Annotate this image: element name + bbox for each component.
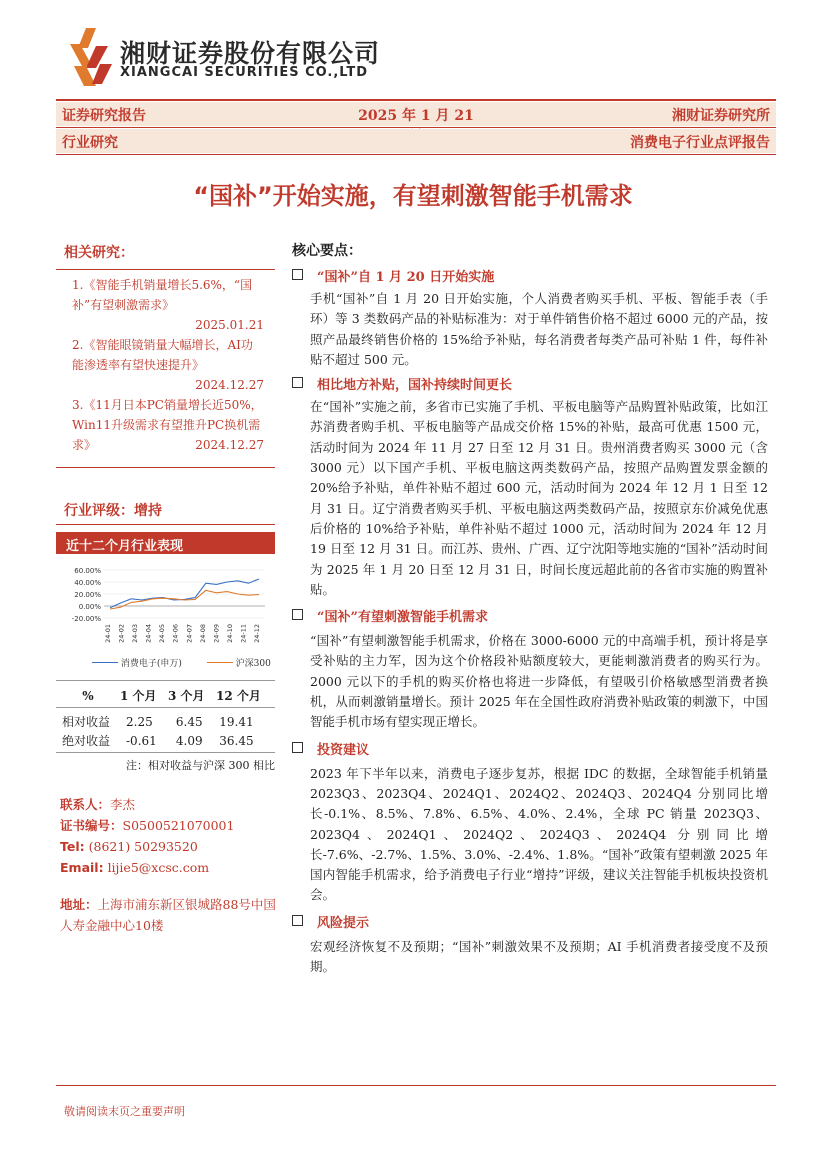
report-date: 2025 年 1 月 21 <box>358 108 474 124</box>
address: 上海市浦东新区银城路88号中国人寿金融中心10楼 <box>60 897 276 933</box>
checkbox-icon <box>292 742 303 753</box>
related-item[interactable]: 1.《智能手机销量增长5.6%，“国补”有望刺激需求》 2025.01.21 <box>72 278 264 332</box>
tel: (8621) 50293520 <box>88 839 198 854</box>
related-item[interactable]: 3.《11月日本PC销量增长近50%，Win11升级需求有望推升PC换机需求》 2024.12.27 <box>72 398 264 452</box>
report-type: 证券研究报告 <box>62 108 146 124</box>
section-5 <box>292 912 768 978</box>
section-body: 2023 年下半年以来，消费电子逐步复苏，根据 IDC 的数据，全球智能手机销量 2023Q3、2023Q4、2024Q1、2024Q2、2024Q3、2024Q4 分别同比增长-0.1%、8.5%、7.8%、6.5%、4.0%、2.4%，全球 PC 销量 2023Q3、2023Q4、2024Q1、2024Q2、2024Q3、2024Q4 分别同比增长-7.6%、-2.7%、1.5%、3.0%、-2.4%、1.8%。“国补”政策有望刺激 2025 年国内智能手机需求，给予消费电子行业“增持”评级，建议关注智能手机板块投资机会。 <box>310 765 768 903</box>
returns-table-body <box>56 712 275 750</box>
page-title: “国补”开始实施，有望刺激智能手机需求 <box>193 182 633 210</box>
x-tick-label: 24-03 <box>131 624 140 643</box>
related-heading: 相关研究： <box>64 245 134 261</box>
x-tick-label: 24-10 <box>225 624 234 643</box>
x-tick-label: 24-09 <box>212 624 221 643</box>
y-tick-label: 20.00% <box>74 591 101 599</box>
legend-swatch-b <box>207 662 233 663</box>
table-row: 相对收益 2.25 6.45 19.41 <box>62 714 254 729</box>
header-divider <box>56 127 776 128</box>
section-1 <box>292 266 768 370</box>
table-row: 绝对收益 -0.61 4.09 36.45 <box>62 733 254 748</box>
checkbox-icon <box>292 269 303 280</box>
x-tick-label: 24-02 <box>117 624 126 643</box>
checkbox-icon <box>292 915 303 926</box>
x-tick-label: 24-07 <box>185 624 194 643</box>
email-link[interactable]: lijie5@xcsc.com <box>107 860 210 875</box>
section-body: 在“国补”实施之前，多省市已实施了手机、平板电脑等产品购置补贴政策，比如江苏消费者购手机、平板电脑等产品成交价格 15%的补贴，最高可优惠 1500 元，活动时间为 2024 年 11 月 27 日至 12 月 31 日。贵州消费者购买 3000 元（含 3000 元）以下国产手机、平板电脑这两类数码产品，按照产品购置发票金额的 20%给予补贴，单件补贴不超过 600 元，活动时间为 2024 年 12 月 1 日至 12 月 31 日。辽宁消费者购买手机、平板电脑这两类数码产品，按照京东价减免优惠后价格的 10%给予补贴，单件补贴不超过 1000 元，活动时间为 2024 年 12 月 19 日至 12 月 31 日。而江苏、贵州、广西、辽宁沈阳等地实施的“国补”活动时间为 2025 年 1 月 20 日至 12 月 31 日，时间长度远超此前的各省市实施的购置补贴。 <box>310 399 768 597</box>
header-divider-2 <box>56 154 776 155</box>
section-title: 风险提示 <box>317 915 370 931</box>
section-body: “国补”有望刺激智能手机需求，价格在 3000-6000 元的中高端手机，预计将是享受补贴的主力军，因为这个价格段补贴额度较大，更能刺激消费者的购买行为。2000 元以下的手机的购买价格也将进一步降低，有望吸引价格敏感型消费者换机，从而刺激销量增长。预计 2025 年在全国性政府消费补贴政策的刺激下，中国智能手机市场有望实现正增长。 <box>310 633 768 730</box>
perf-heading: 近十二个月行业表现 <box>66 539 184 554</box>
institute: 湘财证券研究所 <box>672 108 770 124</box>
returns-table <box>56 686 275 705</box>
table-header-row: % 1 个月 3 个月 12 个月 <box>82 688 261 703</box>
returns-table-wrap <box>56 686 275 773</box>
footer-rule <box>56 1085 776 1086</box>
related-list <box>72 275 264 455</box>
company-name-cn: 湘财证券股份有限公司 <box>120 39 381 68</box>
chart-bottom-rule <box>56 680 275 681</box>
company-logo-icon <box>66 26 116 88</box>
x-tick-label: 24-05 <box>158 624 167 643</box>
cert-number: S0500521070001 <box>122 818 235 833</box>
related-item[interactable]: 2.《智能眼镜销量大幅增长，AI功能渗透率有望快速提升》 2024.12.27 <box>72 338 264 392</box>
company-name-en: XIANGCAI SECURITIES CO.,LTD <box>120 65 369 80</box>
x-tick-label: 24-04 <box>144 624 153 643</box>
footer-disclaimer[interactable]: 敬请阅读末页之重要声明 <box>64 1105 185 1118</box>
header-bar-2 <box>56 129 776 153</box>
rating-rule <box>56 524 275 525</box>
section-body: 手机“国补”自 1 月 20 日开始实施，个人消费者购买手机、平板、智能手表（手环）等 3 类数码产品的补贴标准为：对于单件销售价格不超过 6000 元的产品，按照产品最终销售价格的 15%给予补贴，每名消费者每类产品可补贴 1 件，每件补贴不超过 500 元。 <box>310 291 768 367</box>
y-tick-label: 40.00% <box>74 579 101 587</box>
y-tick-label: -20.00% <box>71 615 101 623</box>
x-tick-label: 24-06 <box>171 624 180 643</box>
section-3 <box>292 606 768 732</box>
main-heading: 核心要点： <box>292 243 362 259</box>
x-tick-label: 24-11 <box>239 624 248 643</box>
x-tick-label: 24-12 <box>253 624 261 643</box>
section-2 <box>292 374 768 600</box>
legend-swatch-a <box>92 662 118 663</box>
section-4 <box>292 739 768 906</box>
section-title: 相比地方补贴，国补持续时间更长 <box>317 378 513 394</box>
perf-heading-bar <box>56 532 275 554</box>
section-title: “国补”自 1 月 20 日开始实施 <box>317 270 495 285</box>
section-title: 投资建议 <box>317 742 370 758</box>
x-tick-label: 24-01 <box>104 624 112 643</box>
y-tick-label: 0.00% <box>78 603 101 611</box>
x-tick-label: 24-08 <box>198 624 207 643</box>
checkbox-icon <box>292 377 303 388</box>
related-end-rule <box>56 467 275 468</box>
section-body: 宏观经济恢复不及预期；“国补”刺激效果不及预期；AI 手机消费者接受度不及预期。 <box>310 938 768 975</box>
chart-legend <box>92 656 271 669</box>
y-tick-label: 60.00% <box>74 567 101 575</box>
legend-label-a: 消费电子(申万) <box>120 659 182 669</box>
report-category: 行业研究 <box>62 135 118 151</box>
contact-block: 联系人：李杰 证书编号：S0500521070001 Tel: (8621) 50293520 Email: lijie5@xcsc.com 地址：上海市浦东新区银城路88号中国人寿金融中心10楼 <box>60 797 276 933</box>
table-note: 注：相对收益与沪深 300 相比 <box>126 759 275 772</box>
analyst-name: 李杰 <box>110 797 136 812</box>
header-bar-1 <box>56 102 776 126</box>
industry-rating: 行业评级：增持 <box>64 503 162 519</box>
legend-label-b: 沪深300 <box>235 659 271 669</box>
main-sections <box>292 266 768 977</box>
related-rule <box>56 269 275 270</box>
header-rule <box>56 99 776 101</box>
section-title: “国补”有望刺激智能手机需求 <box>317 610 488 626</box>
checkbox-icon <box>292 609 303 620</box>
report-subtype: 消费电子行业点评报告 <box>630 135 770 151</box>
